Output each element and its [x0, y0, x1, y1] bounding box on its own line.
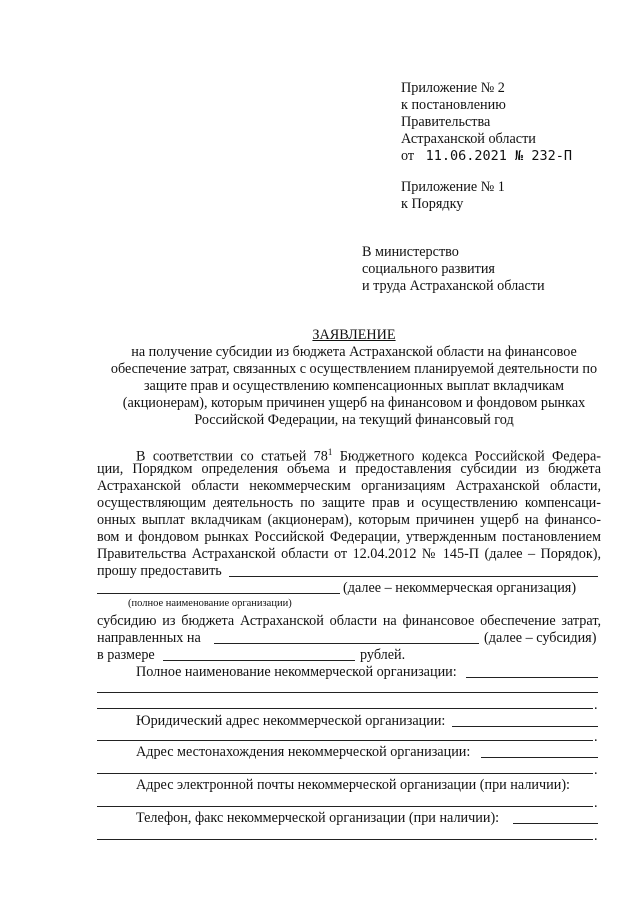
phone-fax-end-dot: . [594, 828, 598, 844]
body-line: Правительства Астраханской области от 12.04.2012 № 145-П (далее – Порядок), [97, 546, 601, 562]
appendix-2-line: Правительства [401, 114, 491, 130]
subtitle-line: защите прав и осуществлению компенсационных выплат вкладчикам [143, 378, 565, 394]
body-first-rest: Бюджетного кодекса Российской Федера- [332, 448, 601, 465]
subtitle-line: обеспечение затрат, связанных с осуществлением планируемой деятельности по [110, 361, 598, 377]
amount-label: в размере [97, 647, 155, 663]
subtitle-line: (акционерам), которым причинен ущерб на финансовом и фондовом рынках [122, 395, 586, 411]
addressee-line: социального развития [362, 261, 495, 277]
appendix-1-block [401, 179, 505, 213]
addressee-line: В министерство [362, 244, 459, 260]
legal-address-input-line-2[interactable] [97, 740, 593, 741]
body-line: осуществляющим деятельность по защите прав и осуществлению компенсаци- [97, 495, 601, 511]
appendix-1-line: Приложение № 1 [401, 179, 505, 195]
appendix-2-line: к постановлению [401, 97, 506, 113]
nko-suffix: (далее – некоммерческая организация) [343, 580, 577, 596]
phone-fax-input-line[interactable] [513, 823, 598, 824]
nko-hint: (полное наименование организации) [128, 598, 292, 609]
resolution-stamp: 11.06.2021 № 232-П [425, 148, 572, 164]
resolution-date-line [401, 148, 572, 165]
legal-address-input-line[interactable] [452, 726, 598, 727]
full-name-input-line[interactable] [466, 677, 598, 678]
subtitle-line: на получение субсидии из бюджета Астраханской области на финансовое [131, 344, 577, 360]
email-label: Адрес электронной почты некоммерческой организации (при наличии): [136, 777, 570, 793]
appendix-2-line: Приложение № 2 [401, 80, 505, 96]
body-line: Астраханской области некоммерческим организациям Астраханской области, [97, 478, 601, 494]
phone-fax-input-line-2[interactable] [97, 839, 593, 840]
body-first-text: В соответствии со статьей 78 [136, 448, 328, 465]
appendix-1-line: к Порядку [401, 196, 464, 212]
document-title [80, 327, 628, 344]
full-name-input-line-2[interactable] [97, 692, 598, 693]
directed-label: направленных на [97, 630, 201, 646]
nko-name-input-line[interactable] [97, 593, 340, 594]
email-input-line[interactable] [97, 806, 593, 807]
body-line: онных выплат вкладчикам (акционерам), которым причинен ущерб на финансо- [97, 512, 601, 528]
email-end-dot: . [594, 795, 598, 811]
phone-fax-label: Телефон, факс некоммерческой организации (при наличии): [136, 810, 500, 826]
location-address-input-line[interactable] [481, 757, 598, 758]
request-input-line[interactable] [229, 576, 598, 577]
legal-address-end-dot: . [594, 729, 598, 745]
body-line: ции, Порядком определения объема и предоставления субсидии из бюджета [97, 461, 601, 477]
addressee-block [362, 244, 545, 295]
article-superscript: 1 [327, 447, 333, 457]
location-address-end-dot: . [594, 762, 598, 778]
body-line: вом и фондовом рынках Российской Федерации, утвержденным постановлением [97, 529, 601, 545]
directed-input-line[interactable] [214, 643, 479, 644]
legal-address-label: Юридический адрес некоммерческой организации: [136, 713, 446, 729]
appendix-2-block [401, 80, 572, 165]
full-name-input-line-3[interactable] [97, 708, 593, 709]
location-address-input-line-2[interactable] [97, 773, 593, 774]
subsidy-line: субсидию из бюджета Астраханской области на финансовое обеспечение затрат, [97, 613, 601, 629]
resolution-prefix: от [401, 148, 415, 164]
directed-suffix: (далее – субсидия) [484, 630, 597, 646]
amount-input-line[interactable] [163, 660, 355, 661]
appendix-2-line: Астраханской области [401, 131, 536, 147]
location-address-label: Адрес местонахождения некоммерческой организации: [136, 744, 471, 760]
addressee-line: и труда Астраханской области [362, 278, 545, 294]
subtitle-line: Российской Федерации, на текущий финансовый год [194, 412, 514, 428]
amount-suffix: рублей. [360, 647, 406, 663]
document-title-text: ЗАЯВЛЕНИЕ [312, 327, 396, 343]
full-name-end-dot: . [594, 697, 598, 713]
request-label: прошу предоставить [97, 563, 222, 579]
full-name-label: Полное наименование некоммерческой организации: [136, 664, 457, 680]
